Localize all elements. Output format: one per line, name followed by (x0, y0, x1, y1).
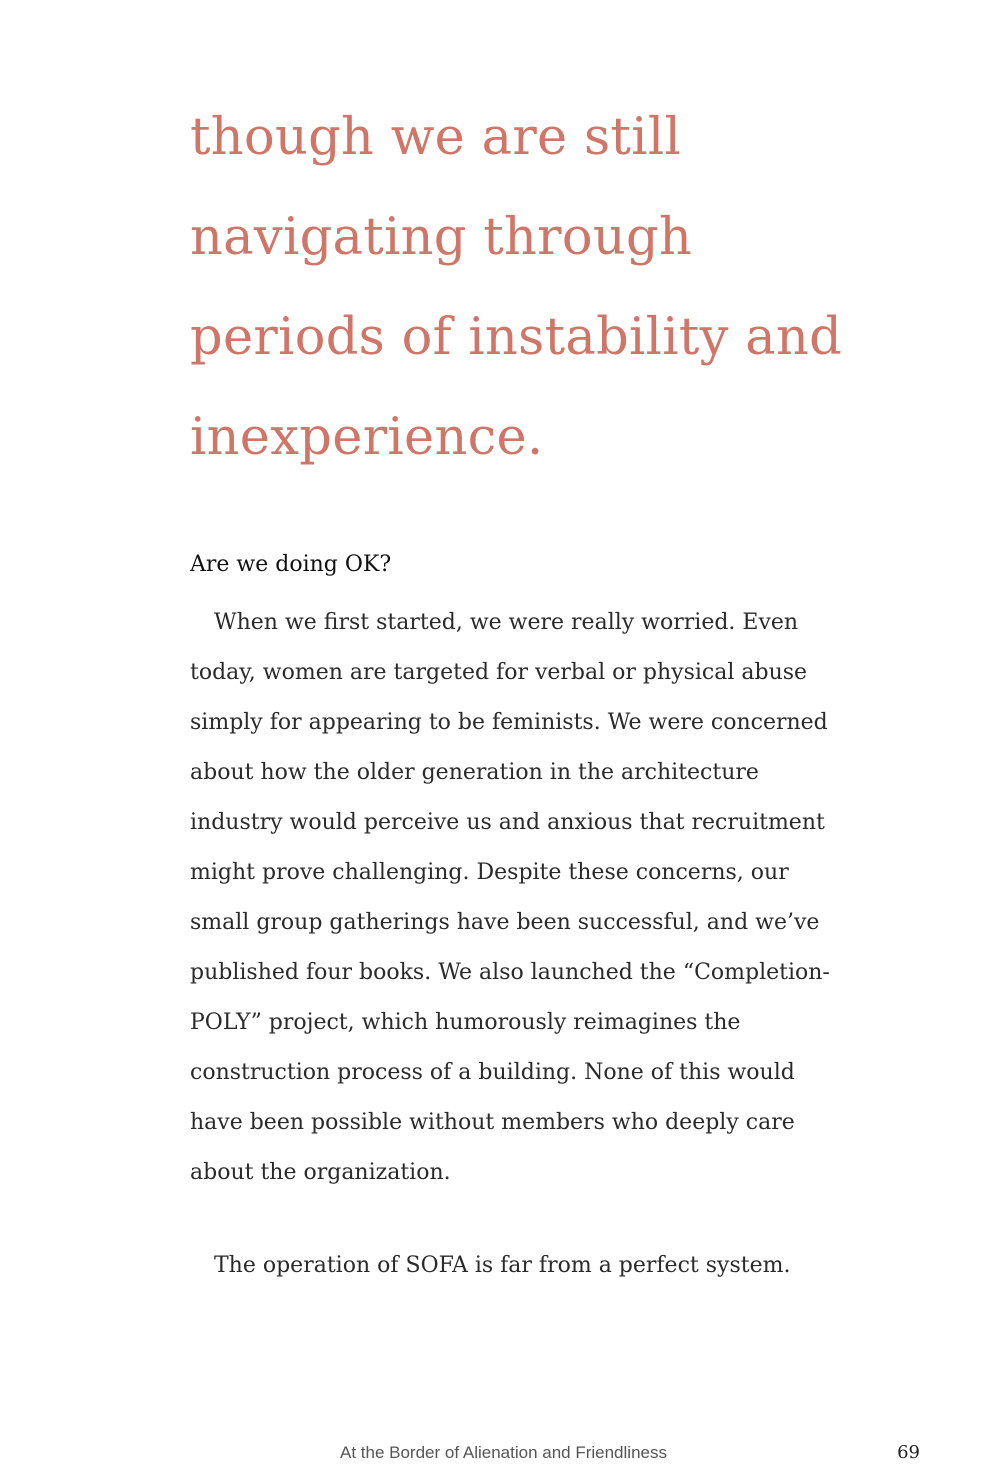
closing-paragraph: The operation of SOFA is far from a perfect system. (214, 1253, 791, 1278)
pull-quote-line: inexperience. (190, 408, 544, 467)
body-paragraph (190, 598, 890, 1198)
pull-quote-line: navigating through (190, 208, 693, 267)
body-line: might prove challenging. Despite these concerns, our (190, 860, 789, 885)
body-line: published four books. We also launched the “Completion- (190, 960, 830, 985)
running-footer-title: At the Border of Alienation and Friendliness (340, 1443, 667, 1462)
body-line: construction process of a building. None of this would (190, 1060, 795, 1085)
body-line: When we first started, we were really worried. Even (214, 610, 799, 635)
body-line: industry would perceive us and anxious that recruitment (190, 810, 825, 835)
body-line: today, women are targeted for verbal or physical abuse (190, 660, 808, 685)
body-line: small group gatherings have been successful, and we’ve (190, 910, 820, 935)
pull-quote-line: periods of instability and (190, 308, 843, 367)
pull-quote (190, 88, 930, 488)
body-line: about how the older generation in the architecture (190, 760, 759, 785)
page-number: 69 (897, 1442, 920, 1463)
body-line: have been possible without members who deeply care (190, 1110, 795, 1135)
body-line: simply for appearing to be feminists. We were concerned (190, 710, 828, 735)
section-heading: Are we doing OK? (190, 552, 392, 577)
pull-quote-line: though we are still (190, 108, 682, 167)
body-line: POLY” project, which humorously reimagines the (190, 1010, 741, 1035)
body-line: about the organization. (190, 1160, 451, 1185)
